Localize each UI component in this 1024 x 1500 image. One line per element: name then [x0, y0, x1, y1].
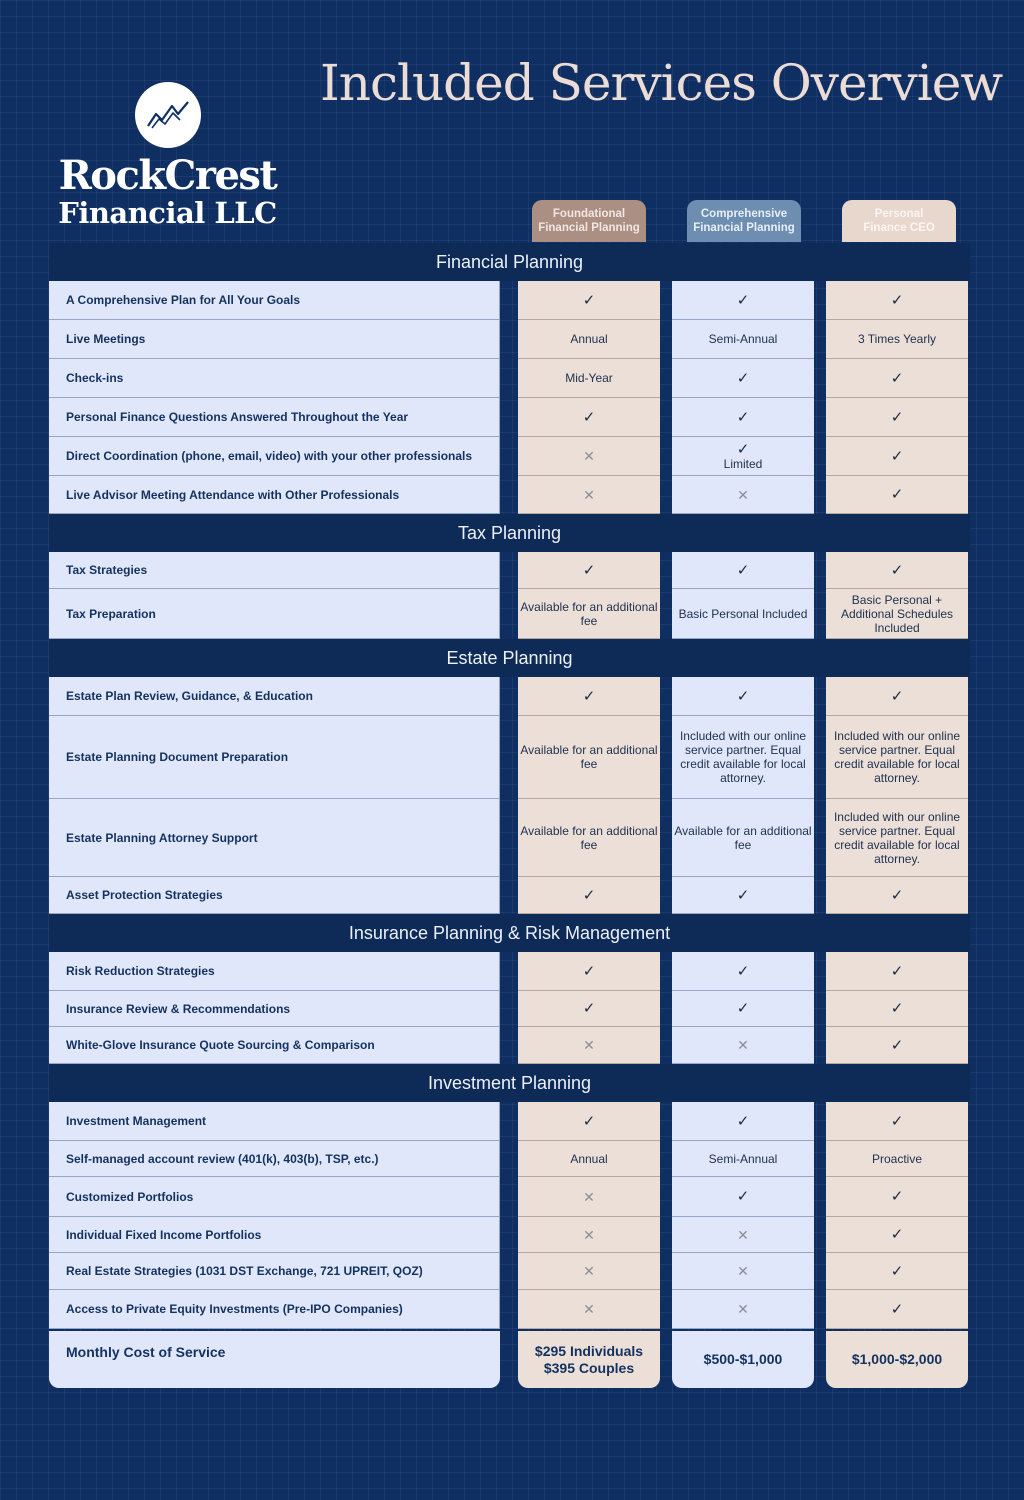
checkmark-icon: ✓ — [890, 1036, 904, 1054]
column-gap — [660, 991, 672, 1027]
checkmark-icon: ✓ — [736, 408, 750, 426]
checkmark-icon: ✓ — [736, 886, 750, 904]
x-mark-icon: ✕ — [737, 1301, 749, 1317]
cell-text: $1,000-$2,000 — [851, 1351, 943, 1367]
section-header: Investment Planning — [49, 1064, 970, 1102]
column-gap — [660, 1217, 672, 1253]
checkmark-icon: ✓ — [736, 561, 750, 579]
column-gap — [814, 1102, 826, 1141]
row-label: Customized Portfolios — [49, 1177, 500, 1217]
cell-text: Annual — [570, 1151, 608, 1166]
row-value — [672, 320, 814, 359]
column-gap — [500, 281, 518, 320]
column-gap — [660, 877, 672, 914]
column-gap — [500, 1217, 518, 1253]
row-value — [518, 476, 660, 514]
tab-line2: Financial Planning — [538, 222, 640, 234]
row-value — [518, 1141, 660, 1177]
table-row — [49, 589, 970, 639]
checkmark-icon: ✓ — [890, 1262, 904, 1280]
row-value — [518, 1102, 660, 1141]
table-row — [49, 991, 970, 1027]
column-gap — [660, 1331, 672, 1388]
column-gap — [500, 1102, 518, 1141]
column-gap — [814, 1217, 826, 1253]
tab-personal-finance-ceo — [842, 200, 956, 242]
column-gap — [814, 281, 826, 320]
column-gap — [814, 677, 826, 716]
column-gap — [660, 476, 672, 514]
checkmark-icon: ✓ — [890, 1300, 904, 1318]
column-gap — [500, 991, 518, 1027]
row-value — [826, 716, 968, 799]
column-gap — [500, 877, 518, 914]
checkmark-icon: ✓ — [736, 687, 750, 705]
cost-row — [49, 1331, 970, 1388]
x-mark-icon: ✕ — [583, 1263, 595, 1279]
row-value — [518, 437, 660, 476]
column-gap — [660, 398, 672, 437]
checkmark-icon: ✓ — [890, 408, 904, 426]
row-value — [672, 1177, 814, 1217]
table-row — [49, 359, 970, 398]
row-label: Insurance Review & Recommendations — [49, 991, 500, 1027]
row-value — [672, 437, 814, 476]
cell-text: Semi-Annual — [708, 1151, 778, 1166]
row-value — [826, 1027, 968, 1064]
table-row — [49, 877, 970, 914]
tab-line1: Personal — [874, 208, 924, 220]
cell-text: Basic Personal Included — [678, 606, 808, 621]
column-gap — [660, 1177, 672, 1217]
column-gap — [814, 1290, 826, 1329]
row-value — [672, 476, 814, 514]
column-gap — [660, 716, 672, 799]
company-logo — [50, 82, 285, 228]
column-gap — [814, 991, 826, 1027]
x-mark-icon: ✕ — [737, 1037, 749, 1053]
row-value — [826, 877, 968, 914]
services-table — [49, 243, 970, 1388]
row-label: Investment Management — [49, 1102, 500, 1141]
row-value — [672, 677, 814, 716]
row-value — [826, 1102, 968, 1141]
row-value — [518, 877, 660, 914]
row-value — [518, 589, 660, 639]
column-gap — [814, 1331, 826, 1388]
row-label: Live Advisor Meeting Attendance with Other Professionals — [49, 476, 500, 514]
row-value — [826, 991, 968, 1027]
row-label: Tax Strategies — [49, 552, 500, 589]
x-mark-icon: ✕ — [583, 486, 595, 503]
cost-label: Monthly Cost of Service — [49, 1331, 500, 1388]
section-header: Estate Planning — [49, 639, 970, 677]
cell-text: Included with our online service partner. Equal credit available for local attorney. — [679, 729, 807, 785]
row-value — [672, 1102, 814, 1141]
section-header: Financial Planning — [49, 243, 970, 281]
column-gap — [660, 437, 672, 476]
row-label: Self-managed account review (401(k), 403(b), TSP, etc.) — [49, 1141, 500, 1177]
column-gap — [814, 359, 826, 398]
checkmark-icon: ✓ — [582, 962, 596, 980]
row-value — [672, 359, 814, 398]
x-mark-icon: ✕ — [583, 1037, 595, 1053]
row-value — [826, 589, 968, 639]
row-value — [518, 1253, 660, 1290]
row-value — [518, 398, 660, 437]
column-gap — [660, 799, 672, 877]
cell-text: Available for an additional fee — [520, 743, 658, 771]
table-row — [49, 320, 970, 359]
column-gap — [814, 716, 826, 799]
row-value — [672, 1027, 814, 1064]
column-gap — [660, 320, 672, 359]
cell-text: Available for an additional fee — [520, 599, 658, 628]
checkmark-icon: ✓ — [736, 1000, 750, 1017]
column-gap — [500, 320, 518, 359]
cell-text: Included with our online service partner. Equal credit available for local attorney. — [833, 809, 961, 866]
tab-line2: Financial Planning — [693, 222, 795, 234]
column-gap — [660, 1027, 672, 1064]
row-value — [518, 281, 660, 320]
row-value — [672, 799, 814, 877]
row-value — [826, 320, 968, 359]
table-row — [49, 1102, 970, 1141]
row-value — [518, 1027, 660, 1064]
x-mark-icon: ✕ — [583, 1226, 595, 1243]
checkmark-icon: ✓ — [582, 886, 596, 904]
table-row — [49, 952, 970, 991]
checkmark-icon: ✓ — [582, 561, 596, 579]
row-value — [826, 799, 968, 877]
section-header: Tax Planning — [49, 514, 970, 552]
column-gap — [660, 1141, 672, 1177]
column-gap — [660, 1102, 672, 1141]
logo-name: RockCrest — [58, 152, 277, 199]
column-gap — [660, 952, 672, 991]
checkmark-icon: ✓ — [890, 291, 904, 309]
row-label: Real Estate Strategies (1031 DST Exchange, 721 UPREIT, QOZ) — [49, 1253, 500, 1290]
row-label: Direct Coordination (phone, email, video) with your other professionals — [49, 437, 500, 476]
table-row — [49, 799, 970, 877]
row-value — [826, 359, 968, 398]
column-gap — [500, 716, 518, 799]
cell-text: Included with our online service partner. Equal credit available for local attorney. — [833, 729, 961, 785]
row-value — [826, 952, 968, 991]
row-value — [826, 552, 968, 589]
column-gap — [814, 476, 826, 514]
column-gap — [500, 437, 518, 476]
table-row — [49, 1027, 970, 1064]
checkmark-icon: ✓ — [582, 408, 596, 426]
row-value — [518, 1217, 660, 1253]
column-gap — [814, 589, 826, 639]
row-value — [672, 1253, 814, 1290]
row-label: Estate Plan Review, Guidance, & Education — [49, 677, 500, 716]
cell-text: 3 Times Yearly — [857, 332, 937, 346]
table-row — [49, 552, 970, 589]
column-gap — [500, 359, 518, 398]
row-label: Access to Private Equity Investments (Pre-IPO Companies) — [49, 1290, 500, 1329]
row-value — [826, 1141, 968, 1177]
row-value — [518, 952, 660, 991]
checkmark-icon: ✓ — [890, 561, 904, 579]
checkmark-icon: ✓ — [736, 1188, 750, 1205]
table-row — [49, 1141, 970, 1177]
row-value — [672, 1217, 814, 1253]
row-value — [518, 1290, 660, 1329]
row-value — [518, 552, 660, 589]
checkmark-icon: ✓ — [890, 1000, 904, 1017]
table-row — [49, 1253, 970, 1290]
cell-text: Limited — [723, 456, 763, 471]
checkmark-icon: ✓ — [582, 291, 596, 309]
page-title: Included Services Overview — [320, 54, 1003, 112]
checkmark-icon: ✓ — [890, 687, 904, 705]
cost-value — [672, 1331, 814, 1388]
row-label: Live Meetings — [49, 320, 500, 359]
column-gap — [500, 1290, 518, 1329]
row-value — [672, 398, 814, 437]
column-gap — [814, 1177, 826, 1217]
row-value — [518, 991, 660, 1027]
column-gap — [660, 1290, 672, 1329]
section-header: Insurance Planning & Risk Management — [49, 914, 970, 952]
row-label: Asset Protection Strategies — [49, 877, 500, 914]
row-value — [518, 677, 660, 716]
column-gap — [500, 1253, 518, 1290]
x-mark-icon: ✕ — [737, 1263, 749, 1279]
cell-text: Mid-Year — [565, 371, 613, 385]
column-gap — [500, 398, 518, 437]
row-value — [826, 476, 968, 514]
row-label: White-Glove Insurance Quote Sourcing & Comparison — [49, 1027, 500, 1064]
column-gap — [500, 552, 518, 589]
checkmark-icon: ✓ — [582, 1112, 596, 1130]
row-value — [672, 281, 814, 320]
cell-text: $395 Couples — [543, 1359, 635, 1376]
checkmark-icon: ✓ — [890, 447, 904, 465]
row-value — [672, 991, 814, 1027]
column-gap — [814, 552, 826, 589]
mountain-chart-icon — [135, 82, 201, 148]
row-value — [518, 716, 660, 799]
tab-comprehensive — [687, 200, 801, 242]
tab-line1: Comprehensive — [700, 208, 788, 220]
cell-text: $500-$1,000 — [703, 1351, 783, 1367]
table-row — [49, 677, 970, 716]
logo-subname: Financial LLC — [58, 196, 277, 230]
column-gap — [814, 877, 826, 914]
checkmark-icon: ✓ — [890, 886, 904, 904]
row-value — [826, 437, 968, 476]
checkmark-icon: ✓ — [582, 687, 596, 705]
row-value — [826, 1253, 968, 1290]
cell-text: Annual — [570, 332, 608, 346]
column-gap — [814, 437, 826, 476]
row-value — [518, 1177, 660, 1217]
table-row — [49, 398, 970, 437]
x-mark-icon: ✕ — [737, 486, 749, 503]
row-value — [672, 552, 814, 589]
column-gap — [500, 952, 518, 991]
column-gap — [500, 1141, 518, 1177]
column-gap — [814, 398, 826, 437]
column-gap — [500, 799, 518, 877]
cell-text: Semi-Annual — [708, 332, 778, 346]
table-row — [49, 1290, 970, 1329]
checkmark-icon: ✓ — [736, 1112, 750, 1130]
row-value — [672, 877, 814, 914]
row-value — [826, 281, 968, 320]
checkmark-icon: ✓ — [890, 1226, 904, 1243]
cell-text: Proactive — [871, 1151, 923, 1166]
checkmark-icon: ✓ — [890, 962, 904, 980]
checkmark-icon: ✓ — [890, 1112, 904, 1130]
row-label: Estate Planning Document Preparation — [49, 716, 500, 799]
column-gap — [814, 952, 826, 991]
column-gap — [500, 677, 518, 716]
column-gap — [814, 1141, 826, 1177]
row-label: Check-ins — [49, 359, 500, 398]
checkmark-icon: ✓ — [736, 291, 750, 309]
row-value — [672, 1290, 814, 1329]
row-value — [518, 320, 660, 359]
column-gap — [814, 1253, 826, 1290]
cost-value — [518, 1331, 660, 1388]
row-label: Individual Fixed Income Portfolios — [49, 1217, 500, 1253]
cell-text: Available for an additional fee — [520, 823, 658, 852]
table-row — [49, 1217, 970, 1253]
x-mark-icon: ✕ — [583, 448, 595, 464]
column-gap — [814, 320, 826, 359]
row-label: Estate Planning Attorney Support — [49, 799, 500, 877]
row-value — [826, 1177, 968, 1217]
row-value — [672, 589, 814, 639]
column-gap — [814, 799, 826, 877]
cost-value — [826, 1331, 968, 1388]
column-gap — [500, 476, 518, 514]
row-value — [518, 799, 660, 877]
column-gap — [500, 1177, 518, 1217]
row-value — [672, 716, 814, 799]
table-row — [49, 281, 970, 320]
column-gap — [660, 359, 672, 398]
x-mark-icon: ✕ — [583, 1188, 595, 1205]
cell-text: $295 Individuals — [534, 1342, 644, 1359]
row-value — [826, 677, 968, 716]
row-label: Risk Reduction Strategies — [49, 952, 500, 991]
row-label: Tax Preparation — [49, 589, 500, 639]
x-mark-icon: ✕ — [737, 1226, 749, 1243]
row-label: A Comprehensive Plan for All Your Goals — [49, 281, 500, 320]
checkmark-icon: ✓ — [890, 369, 904, 387]
row-value — [672, 1141, 814, 1177]
checkmark-icon: ✓ — [890, 1188, 904, 1205]
column-gap — [500, 1027, 518, 1064]
checkmark-icon: ✓ — [736, 962, 750, 980]
table-row — [49, 716, 970, 799]
column-gap — [660, 589, 672, 639]
row-value — [672, 952, 814, 991]
column-gap — [500, 1331, 518, 1388]
column-gap — [814, 1027, 826, 1064]
row-value — [826, 1217, 968, 1253]
x-mark-icon: ✕ — [583, 1301, 595, 1317]
table-row — [49, 476, 970, 514]
row-value — [518, 359, 660, 398]
table-row — [49, 437, 970, 476]
tab-line2: Finance CEO — [863, 222, 935, 234]
checkmark-icon: ✓ — [736, 369, 750, 387]
row-label: Personal Finance Questions Answered Throughout the Year — [49, 398, 500, 437]
checkmark-icon: ✓ — [736, 440, 750, 458]
cell-text: Available for an additional fee — [674, 823, 812, 852]
cell-text: Basic Personal + Additional Schedules Included — [840, 592, 954, 635]
checkmark-icon: ✓ — [890, 486, 904, 503]
column-gap — [660, 677, 672, 716]
row-value — [826, 1290, 968, 1329]
column-gap — [660, 281, 672, 320]
column-gap — [660, 1253, 672, 1290]
checkmark-icon: ✓ — [582, 1000, 596, 1017]
tab-line1: Foundational — [552, 208, 626, 220]
column-gap — [660, 552, 672, 589]
column-gap — [500, 589, 518, 639]
tab-foundational — [532, 200, 646, 242]
table-row — [49, 1177, 970, 1217]
row-value — [826, 398, 968, 437]
